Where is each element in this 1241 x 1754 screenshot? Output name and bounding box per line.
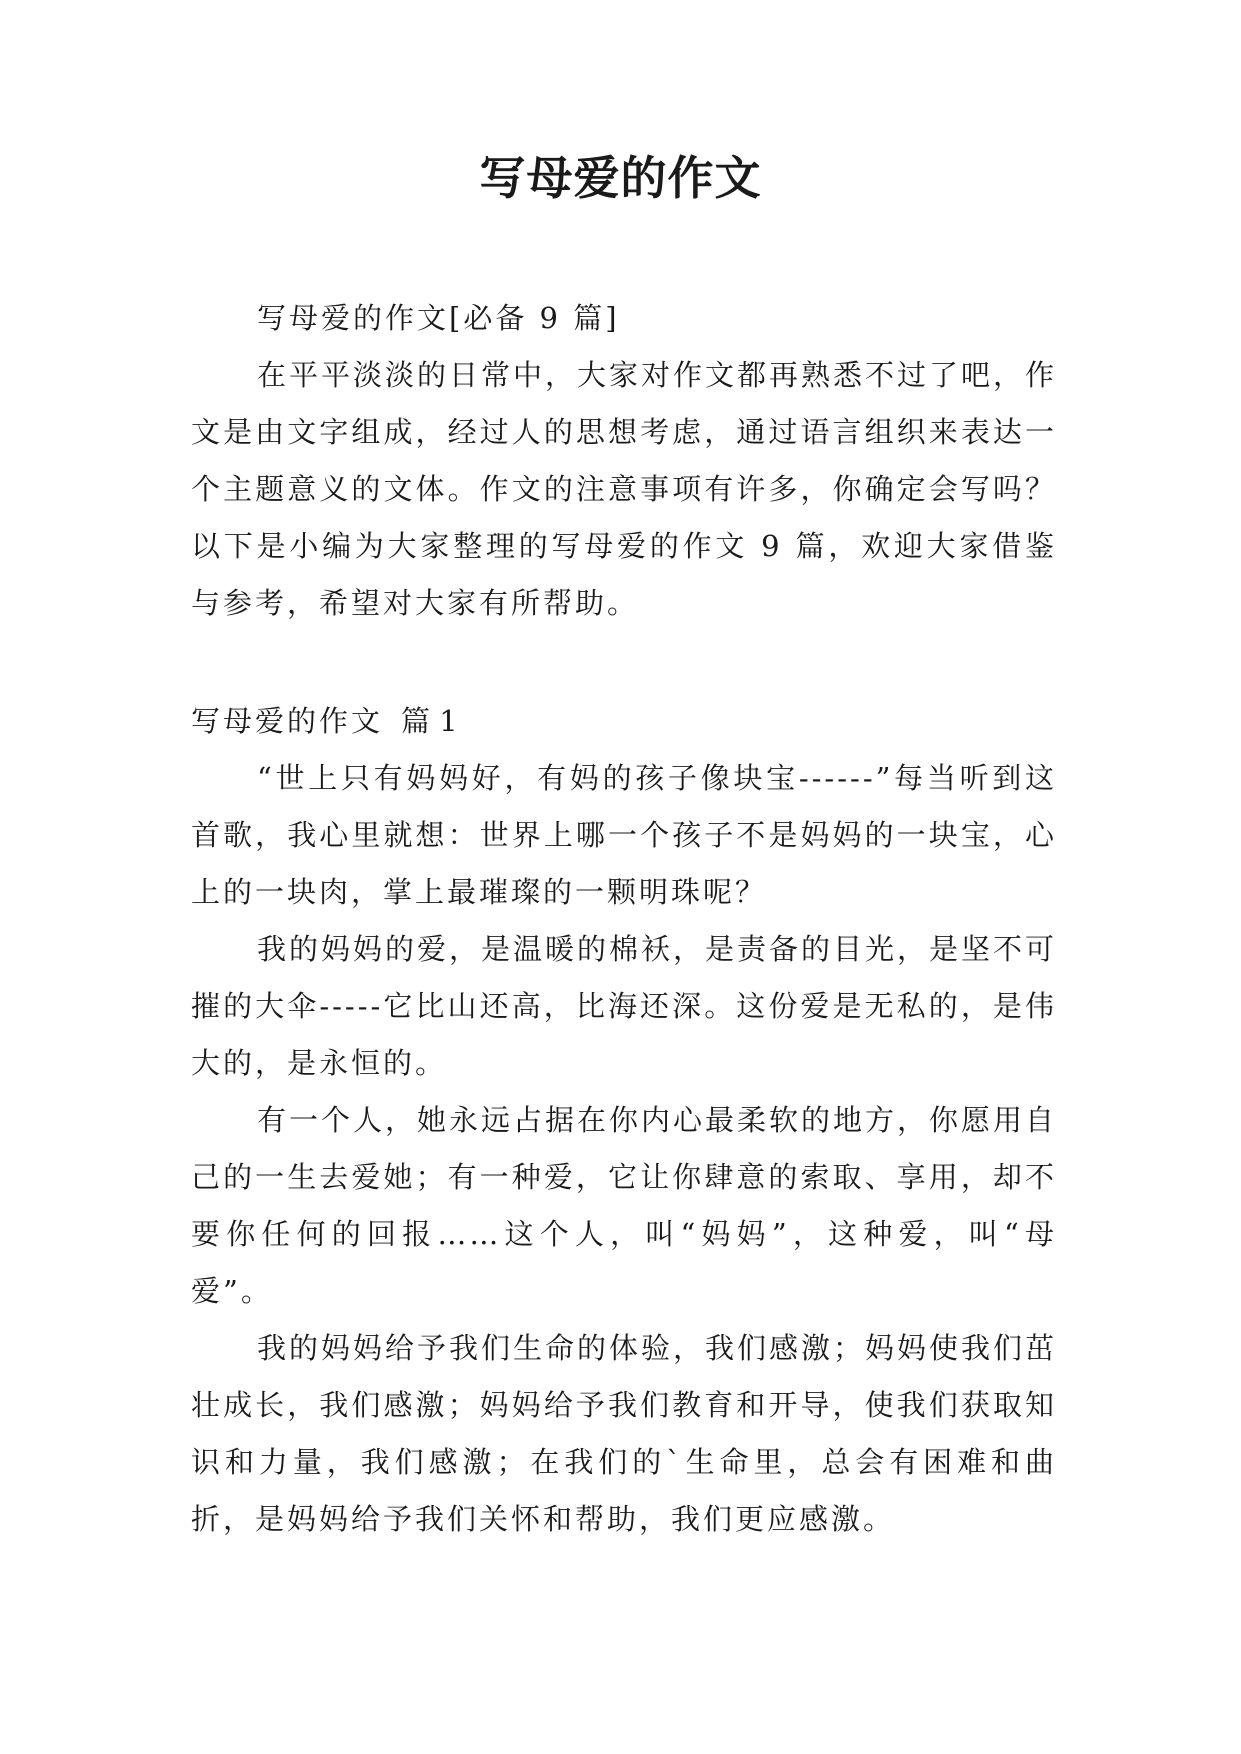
intro-paragraph: 在平平淡淡的日常中，大家对作文都再熟悉不过了吧，作文是由文字组成，经过人的思想考虑，通过语言组织来表达一个主题意义的文体。作文的注意事项有许多，你确定会写吗？以下是小编为大家整理的写母爱的作文 9 篇，欢迎大家借鉴与参考，希望对大家有所帮助。	[191, 358, 1058, 620]
document-title: 写母爱的作文	[479, 151, 762, 205]
section-title: 写母爱的作文	[191, 704, 384, 738]
section-heading	[191, 693, 1057, 750]
paragraph: 我的妈妈的爱，是温暖的棉袄，是责备的目光，是坚不可摧的大伞-----它比山还高，比海还深。这份爱是无私的，是伟大的，是永恒的。	[191, 932, 1058, 1080]
paragraph: 有一个人，她永远占据在你内心最柔软的地方，你愿用自己的一生去爱她；有一种爱，它让你肆意的索取、享用，却不要你任何的回报……这个人，叫“妈妈”，这种爱，叫“母爱”。	[191, 1103, 1058, 1308]
paragraph: 我的妈妈给予我们生命的体验，我们感激；妈妈使我们茁壮成长，我们感激；妈妈给予我们教育和开导，使我们获取知识和力量，我们感激；在我们的`生命里，总会有困难和曲折，是妈妈给予我们关怀和帮助，我们更应感激。	[191, 1331, 1058, 1536]
intro-heading: 写母爱的作文[必备 9 篇]	[257, 301, 620, 335]
document-body	[191, 290, 1057, 1548]
section-label: 篇 1	[401, 704, 458, 738]
paragraph: “世上只有妈妈好，有妈的孩子像块宝------”每当听到这首歌，我心里就想：世界上哪一个孩子不是妈妈的一块宝，心上的一块肉，掌上最璀璨的一颗明珠呢？	[191, 761, 1057, 909]
